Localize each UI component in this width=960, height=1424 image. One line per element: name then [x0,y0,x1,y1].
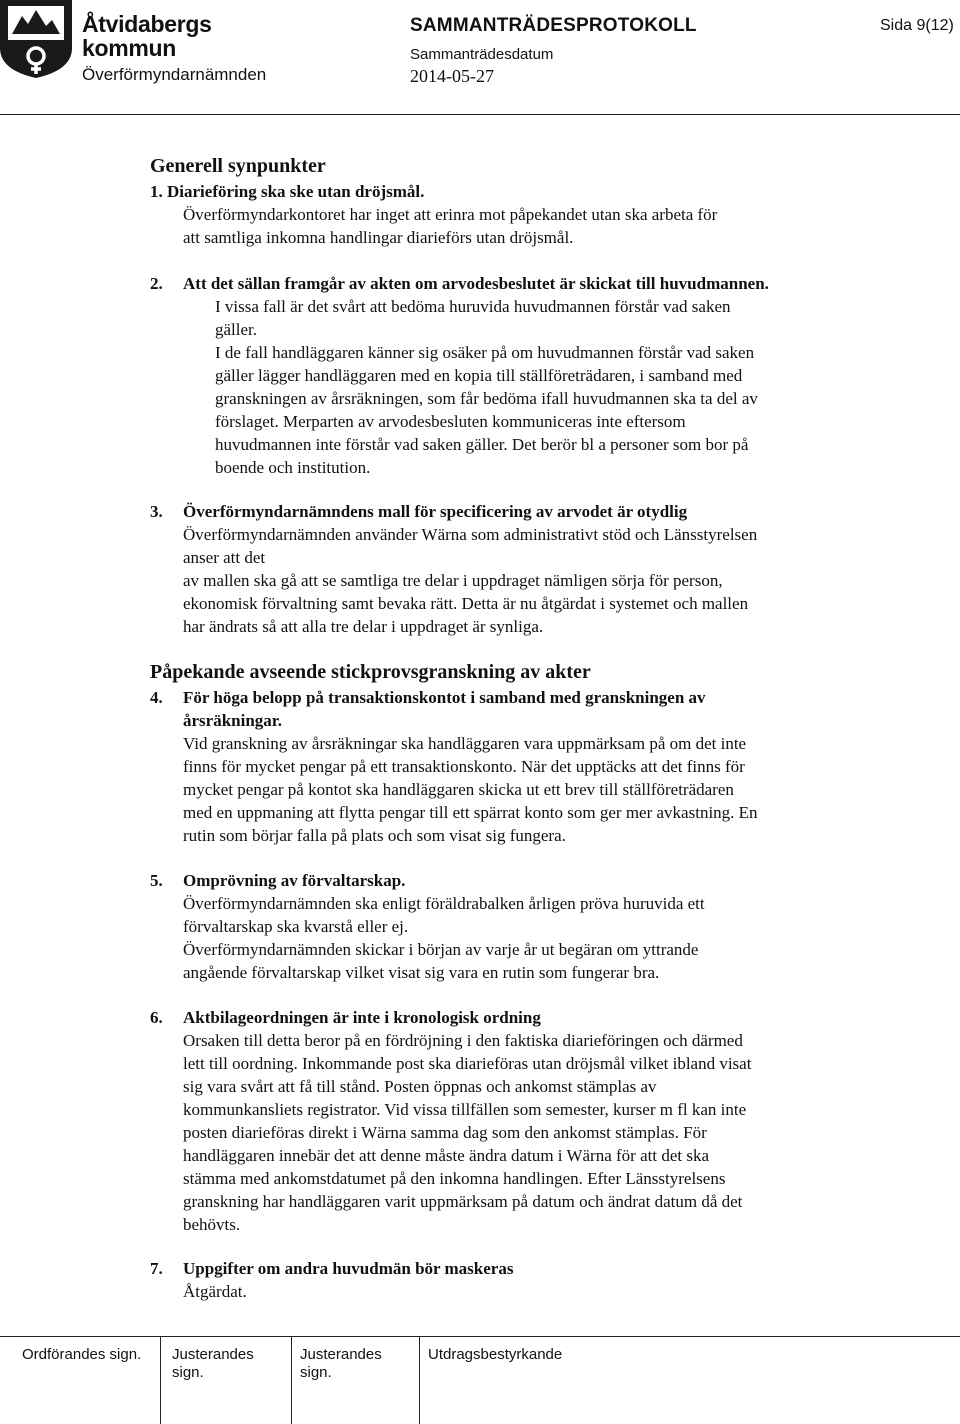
item-5-line: angående förvaltarskap vilket visat sig vara en rutin som fungerar bra. [183,963,660,982]
item-6-line: kommunkansliets registrator. Vid vissa tillfällen som semester, kurser m fl kan inte [183,1100,747,1119]
item-4-number: 4. [150,688,163,707]
item-6-title: Aktbilageordningen är inte i kronologisk ordning [183,1008,541,1027]
item-3-number: 3. [150,502,163,521]
header-divider [0,114,960,115]
item-2-line: huvudmannen inte förstår vad saken gäller. Det berör bl a personer som bor på [215,435,749,454]
item-5-line: Överförmyndarnämnden ska enligt föräldrabalken årligen pröva huruvida ett [183,894,705,913]
item-5-title: Omprövning av förvaltarskap. [183,871,406,890]
item-4-line: rutin som börjar falla på plats och som visat sig fungera. [183,826,566,845]
item-4-title: årsräkningar. [183,711,283,730]
item-2-line: gäller lägger handläggaren med en kopia till ställföreträdaren, i samband med [215,366,743,385]
meeting-date-value: 2014-05-27 [410,66,494,86]
item-3-line: av mallen ska gå att se samtliga tre delar i uppdraget nämligen sörja för person, [183,571,723,590]
item-5-number: 5. [150,871,163,890]
item-1-line: Överförmyndarkontoret har inget att erinra mot påpekandet utan ska arbeta för [183,205,718,224]
footer-chair-sign-label: Ordförandes sign. [22,1346,142,1363]
item-5-line: Överförmyndarnämnden skickar i början av varje år ut begäran om yttrande [183,940,699,959]
item-2-line: I vissa fall är det svårt att bedöma huruvida huvudmannen förstår vad saken [215,297,731,316]
item-4-line: mycket pengar på kontot ska handläggaren skicka ut ett brev till ställföreträdaren [183,780,734,799]
footer-adjuster-2-label: Justerandes [300,1346,382,1363]
item-7-number: 7. [150,1259,163,1278]
item-3-line: har ändrats så att alla tre delar i uppdraget är synliga. [183,617,544,636]
section-heading-sample-review: Påpekande avseende stickprovsgranskning av akter [150,661,591,683]
item-6-line: lett till oordning. Inkommande post ska diarieföras utan dröjsmål vilket ibland visat [183,1054,752,1073]
page-number: Sida 9(12) [880,17,954,34]
document-title: SAMMANTRÄDESPROTOKOLL [410,15,697,36]
item-6-line: Orsaken till detta beror på en fördröjning i den faktiska diarieföringen och därmed [183,1031,743,1050]
municipality-logo [0,0,72,78]
footer-adjuster-1-sign-label: sign. [172,1364,204,1381]
footer-adjuster-2-sign-label: sign. [300,1364,332,1381]
item-4-line: finns för mycket pengar på ett transaktionskonto. När det upptäcks att det finns för [183,757,745,776]
item-7-title: Uppgifter om andra huvudmän bör maskeras [183,1259,514,1278]
item-2-title: Att det sällan framgår av akten om arvodesbeslutet är skickat till huvudmannen. [183,274,769,293]
item-2-line: I de fall handläggaren känner sig osäker på om huvudmannen förstår vad saken [215,343,755,362]
item-6-line: granskning har handläggaren varit uppmärksam på datum och ändrat datum då det [183,1192,743,1211]
organisation-name [82,12,212,60]
item-6-line: posten diarieföras direkt i Wärna samma dag som den ankomst stämplas. För [183,1123,707,1142]
item-4-line: med en uppmaning att flytta pengar till ett spärrat konto som ger mer avkastning. En [183,803,758,822]
item-2-line: förslaget. Merparten av arvodesbesluten kommuniceras inte eftersom [215,412,686,431]
item-4-title: För höga belopp på transaktionskontot i samband med granskningen av [183,688,706,707]
department-name: Överförmyndarnämnden [82,65,267,84]
item-2-line: gäller. [215,320,258,339]
organisation-name-line2: kommun [82,35,177,61]
item-3-title: Överförmyndarnämndens mall för specificering av arvodet är otydlig [183,502,688,521]
footer-extract-certification-label: Utdragsbestyrkande [428,1346,563,1363]
item-7-line: Åtgärdat. [183,1282,247,1301]
item-1-line: att samtliga inkomna handlingar diarieförs utan dröjsmål. [183,228,574,247]
item-3-line: anser att det [183,548,266,567]
item-6-number: 6. [150,1008,163,1027]
item-6-line: stämma med ankomstdatumet på den inkomna handlingen. Efter Länsstyrelsens [183,1169,726,1188]
item-6-line: behövts. [183,1215,241,1234]
meeting-date-label: Sammanträdesdatum [410,46,554,63]
organisation-name-line1: Åtvidabergs [82,11,212,37]
item-1-title: 1. Diarieföring ska ske utan dröjsmål. [150,182,425,201]
item-6-line: sig vara svårt att få till stånd. Posten öppnas och ankomst stämplas av [183,1077,657,1096]
item-4-line: Vid granskning av årsräkningar ska handläggaren vara uppmärksam på om det inte [183,734,747,753]
item-6-line: handläggaren innebär det att denne måste ändra datum i Wärna för att det ska [183,1146,709,1165]
item-3-line: Överförmyndarnämnden använder Wärna som administrativt stöd och Länsstyrelsen [183,525,758,544]
footer-adjuster-1-label: Justerandes [172,1346,254,1363]
item-2-line: boende och institution. [215,458,371,477]
item-5-line: förvaltarskap ska kvarstå eller ej. [183,917,409,936]
item-3-line: ekonomisk förvaltning samt bevaka rätt. Detta är nu åtgärdat i systemet och mallen [183,594,749,613]
item-2-number: 2. [150,274,163,293]
item-2-line: granskningen av årsräkningen, som får bedöma ifall huvudmannen ska ta del av [215,389,758,408]
section-heading-general: Generell synpunkter [150,155,326,177]
